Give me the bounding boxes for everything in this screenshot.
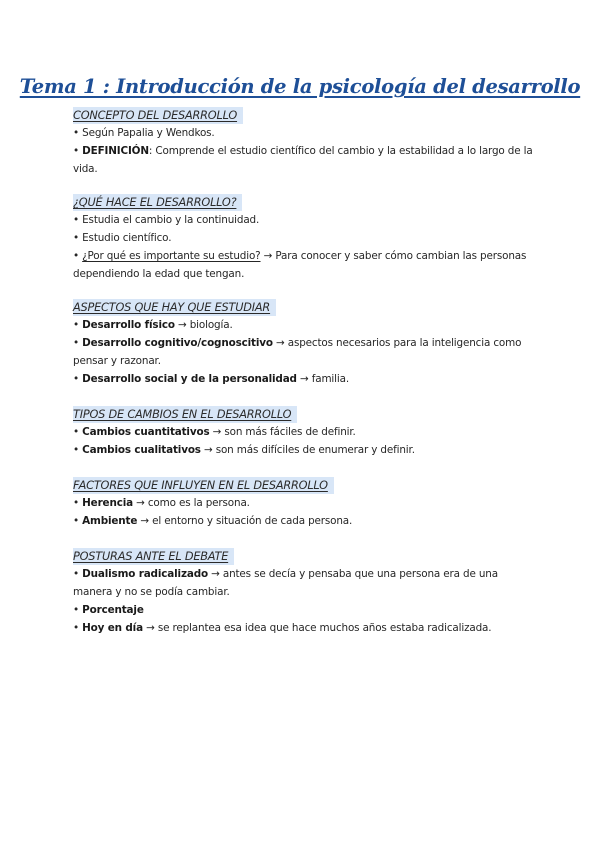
- section-posturas: [73, 545, 533, 637]
- list-item: • Hoy en día → se replantea esa idea que hace muchos años estaba radicalizada.: [73, 622, 492, 634]
- section-heading: ¿QUÉ HACE EL DESARROLLO?: [73, 194, 242, 211]
- list-item: • Cambios cualitativos → son más difíciles de enumerar y definir.: [73, 444, 415, 456]
- list-item: • Cambios cuantitativos → son más fáciles de definir.: [73, 426, 356, 438]
- list-item: • ¿Por qué es importante su estudio? → Para conocer y saber cómo cambian las personas dependiendo la edad que tengan.: [73, 250, 527, 280]
- section-factores: [73, 474, 533, 530]
- list-item: • Porcentaje: [73, 604, 144, 616]
- list-item: • Estudia el cambio y la continuidad.: [73, 214, 260, 226]
- list-item: • Según Papalia y Wendkos.: [73, 127, 215, 139]
- list-item: • Desarrollo cognitivo/cognoscitivo → aspectos necesarios para la inteligencia como pensar y razonar.: [73, 337, 522, 367]
- section-tipos: [73, 403, 533, 459]
- section-heading: ASPECTOS QUE HAY QUE ESTUDIAR: [73, 299, 276, 316]
- list-item: • Herencia → como es la persona.: [73, 497, 250, 509]
- section-heading: CONCEPTO DEL DESARROLLO: [73, 107, 243, 124]
- page-title: Tema 1 : Introducción de la psicología del desarrollo: [19, 75, 581, 98]
- list-item: • Dualismo radicalizado → antes se decía y pensaba que una persona era de una manera y no se podía cambiar.: [73, 568, 498, 598]
- list-item: • DEFINICIÓN: Comprende el estudio científico del cambio y la estabilidad a lo largo de la vida.: [73, 145, 533, 175]
- list-item: • Ambiente → el entorno y situación de cada persona.: [73, 515, 353, 527]
- list-item: • Desarrollo social y de la personalidad → familia.: [73, 373, 349, 385]
- section-heading: FACTORES QUE INFLUYEN EN EL DESARROLLO: [73, 477, 334, 494]
- section-heading: TIPOS DE CAMBIOS EN EL DESARROLLO: [73, 406, 297, 423]
- section-aspectos: [73, 296, 533, 388]
- list-item: • Estudio científico.: [73, 232, 172, 244]
- section-que-hace: [73, 191, 533, 283]
- list-item: • Desarrollo físico → biología.: [73, 319, 233, 331]
- section-heading: POSTURAS ANTE EL DEBATE: [73, 548, 234, 565]
- section-concepto: [73, 104, 533, 178]
